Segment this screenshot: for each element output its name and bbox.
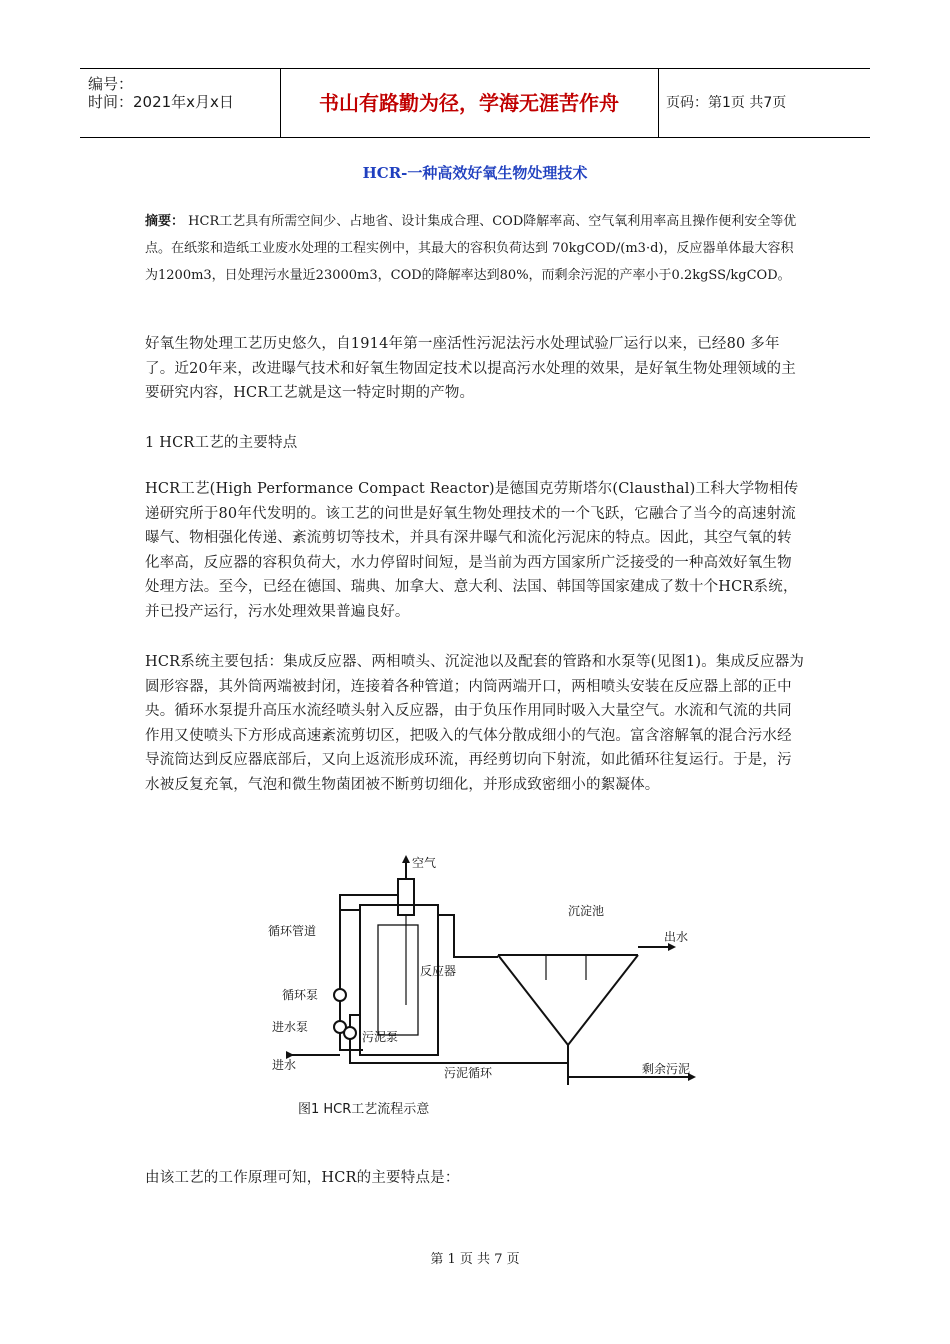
page-footer: 第 1 页 共 7 页 <box>430 1252 520 1267</box>
settler-cone <box>498 955 638 1045</box>
header-meta <box>80 69 281 137</box>
abstract <box>145 208 805 289</box>
figure-caption: 图1 HCR工艺流程示意 <box>298 1102 430 1117</box>
reactor-inner-tube <box>378 925 418 1035</box>
outlet-arrow-icon <box>668 943 676 951</box>
label-inlet-pump: 进水泵 <box>272 1020 309 1034</box>
two-phase-nozzle <box>398 879 414 915</box>
label-inlet: 进水 <box>272 1058 297 1072</box>
paragraph-features-intro: 由该工艺的工作原理可知，HCR的主要特点是： <box>145 1170 460 1186</box>
air-arrow-icon <box>402 855 410 863</box>
label-sludge-pump: 污泥泵 <box>362 1030 399 1044</box>
label-circulation-pump: 循环泵 <box>282 988 319 1002</box>
header-motto: 书山有路勤为径，学海无涯苦作舟 <box>280 69 659 137</box>
document-number-label: 编号： <box>88 75 134 93</box>
section-heading: 1 HCR工艺的主要特点 <box>145 435 298 451</box>
sludge-pump-icon <box>344 1027 356 1039</box>
paragraph-hcr-system: HCR系统主要包括：集成反应器、两相喷头、沉淀池以及配套的管路和水泵等(见图1)。集成反应器为圆形容器，其外筒两端被封闭，连接着各种管道；内筒两端开口，两相喷头安装在反应器上部的正中央。循环水泵提升高压水流经喷头射入反应器，由于负压作用同时吸入大量空气。水流和气流的共同作用又使喷头下方形成高速紊流剪切区，把吸入的气体分散成细小的气泡。富含溶解氧的混合污水经导流筒达到反应器底部后，又向上返流形成环流，再经剪切向下射流，如此循环往复运行。于是，污水被反复充氧，气泡和微生物菌团被不断剪切细化，并形成致密细小的絮凝体。 <box>145 654 805 793</box>
label-reactor: 反应器 <box>420 964 457 978</box>
document-time-label: 时间：2021年x月x日 <box>88 93 234 111</box>
label-outlet: 出水 <box>664 930 689 944</box>
label-sludge-circulation: 污泥循环 <box>444 1066 493 1080</box>
paragraph-intro: 好氧生物处理工艺历史悠久，自1914年第一座活性污泥法污水处理试验厂运行以来，已经80 多年了。近20年来，改进曝气技术和好氧生物固定技术以提高污水处理的效果，是好氧生物处理领域的主要研究内容，HCR工艺就是这一特定时期的产物。 <box>145 336 796 401</box>
page-header <box>80 68 870 138</box>
circulation-pipe-top <box>340 895 398 910</box>
label-air: 空气 <box>412 856 437 870</box>
reactor-to-settler-pipe <box>438 915 498 957</box>
label-excess-sludge: 剩余污泥 <box>642 1062 691 1076</box>
abstract-label: 摘要： <box>145 214 185 229</box>
circulation-pump-icon <box>334 989 346 1001</box>
label-settler: 沉淀池 <box>568 904 605 918</box>
paragraph-hcr-origin: HCR工艺(High Performance Compact Reactor)是德国克劳斯塔尔(Clausthal)工科大学物相传递研究所于80年代发明的。该工艺的问世是好氧生物处理技术的一个飞跃，它融合了当今的高速射流曝气、物相强化传递、紊流剪切等技术，并具有深井曝气和流化污泥床的特点。因此，其空气氧的转化率高，反应器的容积负荷大，水力停留时间短，是当前为西方国家所广泛接受的一种高效好氧生物处理方法。至今，已经在德国、瑞典、加拿大、意大利、法国、韩国等国家建成了数十个HCR系统，并已投产运行，污水处理效果普遍良好。 <box>145 481 799 620</box>
abstract-text: HCR工艺具有所需空间少、占地省、设计集成合理、COD降解率高、空气氧利用率高且操作便利安全等优点。在纸浆和造纸工业废水处理的工程实例中，其最大的容积负荷达到 70kgCOD/(m3·d)，反应器单体最大容积为1200m3，日处理污水量近23000m3，COD的降解率达到80%，而剩余污泥的产率小于0.2kgSS/kgCOD。 <box>145 214 797 283</box>
label-circulation-pipe: 循环管道 <box>268 924 317 938</box>
document-title: HCR-一种高效好氧生物处理技术 <box>362 164 588 182</box>
header-page-number: 页码：第1页 共7页 <box>666 95 787 111</box>
hcr-process-diagram <box>268 855 708 1115</box>
